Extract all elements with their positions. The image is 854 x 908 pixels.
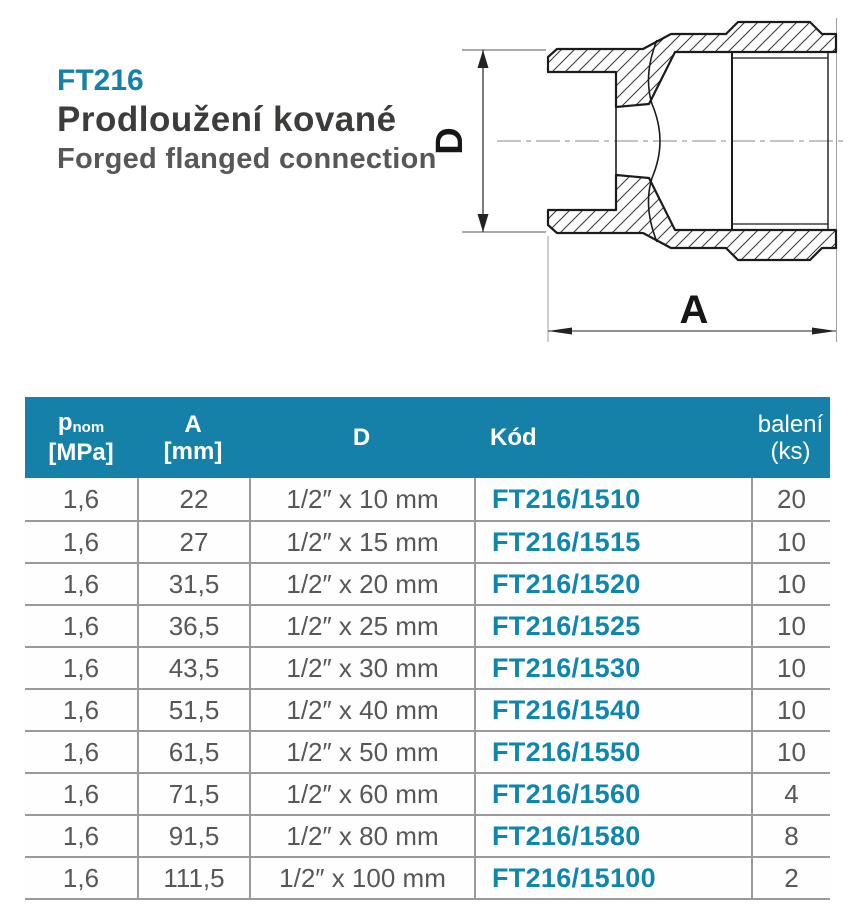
pnom-symbol-line: [58, 409, 104, 439]
dim-label-d: D: [429, 127, 472, 155]
pack-unit: (ks): [770, 437, 811, 465]
product-code: FT216: [57, 64, 144, 97]
cell-code: FT216/1530: [474, 648, 751, 688]
cell-pnom: 1,6: [62, 483, 100, 514]
cell-code: FT216/1560: [474, 774, 751, 814]
cell-a: 51,5: [137, 690, 249, 730]
pnom-subscript: nom: [72, 419, 105, 436]
cell-pack: 4: [751, 774, 830, 814]
table-row: [25, 688, 830, 730]
col-header-code: Kód: [490, 424, 537, 451]
cell-a: 27: [137, 522, 249, 562]
cell-code: FT216/15100: [474, 858, 751, 898]
cell-code: FT216/1580: [474, 816, 751, 856]
table-row: [25, 772, 830, 814]
cell-d: 1/2″ x 25 mm: [249, 606, 474, 646]
product-name-czech: Prodloužení kované: [57, 100, 397, 139]
cell-d: 1/2″ x 10 mm: [249, 478, 474, 520]
cell-d: 1/2″ x 40 mm: [249, 690, 474, 730]
table-row: [25, 814, 830, 856]
fitting-cross-section: [0, 0, 854, 370]
cell-pnom: 1,6: [62, 568, 100, 599]
col-header-d: D: [352, 424, 371, 451]
cell-a: 43,5: [137, 648, 249, 688]
cell-code: FT216/1515: [474, 522, 751, 562]
table-row: [25, 604, 830, 646]
table-row: [25, 520, 830, 562]
product-name-english: Forged flanged connection: [57, 143, 437, 175]
cell-code: FT216/1525: [474, 606, 751, 646]
cell-a: 111,5: [137, 858, 249, 898]
dim-a-arrow-left: [548, 328, 572, 335]
col-header-a: [137, 397, 249, 478]
cell-pack: 10: [751, 690, 830, 730]
table-body: [25, 478, 830, 900]
cell-d: 1/2″ x 30 mm: [249, 648, 474, 688]
a-unit: [mm]: [163, 437, 223, 465]
pnom-unit: [MPa]: [48, 439, 114, 466]
table-header-row: [25, 397, 830, 478]
cell-d: 1/2″ x 100 mm: [249, 858, 474, 898]
table-row: [25, 478, 830, 520]
cell-pnom: 1,6: [62, 820, 100, 851]
cell-pnom: 1,6: [62, 862, 100, 893]
cell-pack: 10: [751, 732, 830, 772]
cell-pack: 2: [751, 858, 830, 898]
cell-pnom: 1,6: [62, 694, 100, 725]
cell-pack: 20: [751, 478, 830, 520]
product-table: [25, 397, 830, 900]
cell-code: FT216/1540: [474, 690, 751, 730]
dim-d-arrow-top: [478, 50, 489, 68]
cell-a: 61,5: [137, 732, 249, 772]
cell-d: 1/2″ x 50 mm: [249, 732, 474, 772]
cell-a: 36,5: [137, 606, 249, 646]
cell-code: FT216/1520: [474, 564, 751, 604]
dim-d-arrow-bottom: [478, 214, 489, 232]
cell-pack: 10: [751, 648, 830, 688]
table-row: [25, 856, 830, 898]
cell-d: 1/2″ x 60 mm: [249, 774, 474, 814]
upper-wall-section: [548, 22, 836, 107]
cell-pnom: 1,6: [62, 778, 100, 809]
cell-a: 22: [137, 478, 249, 520]
cell-pack: 8: [751, 816, 830, 856]
table-row: [25, 646, 830, 688]
cell-pnom: 1,6: [62, 526, 100, 557]
dim-label-a: A: [679, 288, 709, 332]
cell-d: 1/2″ x 15 mm: [249, 522, 474, 562]
cell-a: 31,5: [137, 564, 249, 604]
dim-a-arrow-right: [812, 328, 836, 335]
cell-d: 1/2″ x 80 mm: [249, 816, 474, 856]
cell-code: FT216/1510: [474, 478, 751, 520]
pnom-symbol: p: [57, 409, 73, 436]
lower-wall-section: [548, 175, 836, 260]
cell-pnom: 1,6: [62, 736, 100, 767]
table-row: [25, 562, 830, 604]
cell-pnom: 1,6: [62, 610, 100, 641]
cell-pack: 10: [751, 564, 830, 604]
pack-label: balení: [757, 410, 824, 438]
technical-drawing: [0, 0, 854, 370]
cell-pack: 10: [751, 522, 830, 562]
cell-a: 91,5: [137, 816, 249, 856]
cell-code: FT216/1550: [474, 732, 751, 772]
cell-pnom: 1,6: [62, 652, 100, 683]
col-header-pnom: [25, 397, 137, 478]
table-row: [25, 730, 830, 772]
cell-pack: 10: [751, 606, 830, 646]
col-header-pack: [751, 397, 830, 478]
a-symbol: A: [184, 410, 202, 438]
cell-a: 71,5: [137, 774, 249, 814]
cell-d: 1/2″ x 20 mm: [249, 564, 474, 604]
